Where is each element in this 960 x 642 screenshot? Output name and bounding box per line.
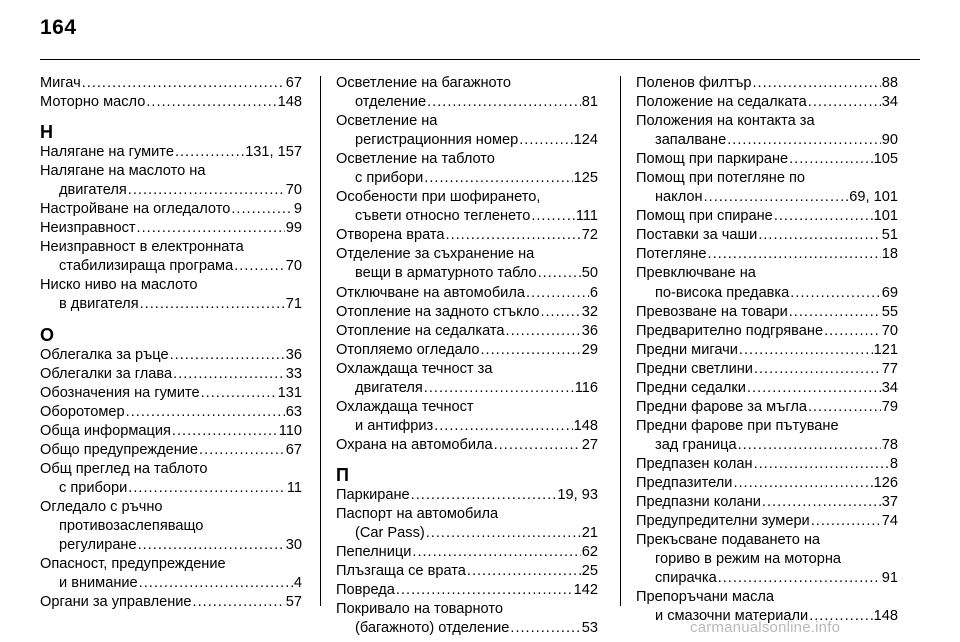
- entry-text: (багажното) отделение: [355, 620, 510, 637]
- entry-page-ref: 131, 157: [245, 144, 302, 161]
- index-entry: [40, 460, 302, 498]
- index-entry: [40, 162, 302, 200]
- entry-text: Ниско ниво на маслото: [40, 277, 198, 294]
- entry-text: отделение: [355, 94, 427, 111]
- entry-page-ref: 72: [581, 227, 598, 244]
- dot-leader: [434, 417, 572, 436]
- entry-text: Прекъсване подаването на: [636, 532, 821, 549]
- entry-text: Предупредителни зумери: [636, 513, 810, 530]
- entry-page-ref: 67: [285, 75, 302, 91]
- entry-text: и антифриз: [355, 417, 434, 434]
- dot-leader: [789, 150, 873, 169]
- entry-page-ref: 70: [285, 258, 302, 275]
- index-entry: [636, 93, 898, 112]
- index-entry: [40, 593, 302, 612]
- entry-text: с прибори: [59, 479, 128, 496]
- dot-leader: [774, 207, 873, 226]
- index-entry: [636, 493, 898, 512]
- index-entry: [336, 74, 598, 112]
- index-entry: [636, 112, 898, 150]
- dot-leader: [199, 441, 285, 460]
- entry-text: Паспорт на автомобила: [336, 505, 499, 522]
- index-entry: [336, 341, 598, 360]
- entry-page-ref: 148: [573, 417, 598, 434]
- entry-page-ref: 27: [581, 436, 598, 453]
- entry-text: Превозване на товари: [636, 303, 788, 320]
- entry-page-ref: 32: [581, 303, 598, 320]
- dot-leader: [128, 181, 285, 200]
- entry-text: Превключване на: [636, 265, 756, 282]
- index-entry: [636, 455, 898, 474]
- column-divider-2: [620, 76, 621, 606]
- entry-text: Покривало на товарното: [336, 601, 503, 618]
- entry-page-ref: 105: [873, 151, 898, 168]
- dot-leader: [139, 574, 293, 593]
- entry-page-ref: 70: [881, 322, 898, 339]
- entry-page-ref: 9: [293, 201, 302, 218]
- entry-page-ref: 57: [285, 594, 302, 611]
- entry-text: противозаслепяващо: [59, 517, 204, 534]
- index-entry: [636, 207, 898, 226]
- dot-leader: [758, 226, 880, 245]
- index-entry: [336, 112, 598, 150]
- page-number: 164: [40, 16, 77, 39]
- header-rule: [40, 59, 920, 60]
- entry-text: Поленов филтър: [636, 75, 752, 91]
- entry-page-ref: 148: [277, 94, 302, 111]
- index-entry: [636, 245, 898, 264]
- entry-text: запалване: [655, 132, 727, 149]
- index-entry: [636, 379, 898, 398]
- entry-text: Неизправност в електронната: [40, 239, 244, 256]
- dot-leader: [467, 562, 581, 581]
- dot-leader: [170, 346, 285, 365]
- entry-text: наклон: [655, 189, 703, 206]
- dot-leader: [426, 524, 581, 543]
- index-entry: [636, 303, 898, 322]
- entry-text: Облегалка за ръце: [40, 346, 169, 363]
- watermark: carmanualsonline.info: [690, 619, 841, 636]
- entry-page-ref: 33: [285, 365, 302, 382]
- index-column-2: [336, 74, 598, 638]
- dot-leader: [173, 365, 285, 384]
- dot-leader: [540, 303, 580, 322]
- index-entry: [40, 143, 302, 162]
- dot-leader: [538, 264, 581, 283]
- dot-leader: [747, 379, 881, 398]
- dot-leader: [718, 569, 881, 588]
- entry-text: Паркиране: [336, 486, 410, 503]
- index-entry: [336, 322, 598, 341]
- index-entry: [336, 562, 598, 581]
- index-entry: [636, 341, 898, 360]
- entry-text: Отключване на автомобила: [336, 284, 525, 301]
- entry-page-ref: 91: [881, 570, 898, 587]
- index-entry: [636, 226, 898, 245]
- index-entry: [636, 322, 898, 341]
- dot-leader: [531, 207, 575, 226]
- entry-text: и смазочни материали: [655, 608, 809, 625]
- entry-text: и внимание: [59, 575, 138, 592]
- entry-text: Предни мигачи: [636, 341, 738, 358]
- entry-text: Общ преглед на таблото: [40, 460, 208, 477]
- entry-text: с прибори: [355, 170, 424, 187]
- entry-page-ref: 74: [881, 513, 898, 530]
- dot-leader: [412, 543, 580, 562]
- entry-page-ref: 37: [881, 494, 898, 511]
- entry-text: Помощ при потегляне по: [636, 170, 806, 187]
- entry-text: Налягане на маслото на: [40, 163, 206, 180]
- entry-text: Моторно масло: [40, 94, 146, 111]
- column-divider-1: [320, 76, 321, 606]
- entry-page-ref: 25: [581, 563, 598, 580]
- index-entry: [336, 226, 598, 245]
- entry-text: Предпазни колани: [636, 494, 761, 511]
- entry-page-ref: 111: [575, 208, 598, 225]
- dot-leader: [753, 74, 881, 93]
- entry-text: Осветление на: [336, 113, 438, 130]
- entry-text: Мигач: [40, 75, 81, 91]
- index-entry: [40, 200, 302, 219]
- dot-leader: [424, 169, 572, 188]
- entry-text: Предпазители: [636, 474, 733, 491]
- entry-text: Плъзгаща се врата: [336, 563, 466, 580]
- entry-text: по-висока предавка: [655, 284, 790, 301]
- dot-leader: [727, 131, 881, 150]
- entry-page-ref: 71: [285, 296, 302, 313]
- entry-text: Особености при шофирането,: [336, 189, 541, 206]
- entry-text: двигателя: [355, 379, 423, 396]
- index-entry: [336, 436, 598, 455]
- entry-text: Обозначения на гумите: [40, 384, 200, 401]
- index-entry: [336, 284, 598, 303]
- index-entry: [40, 365, 302, 384]
- index-entry: [40, 93, 302, 112]
- index-column-3: [636, 74, 898, 626]
- dot-leader: [526, 284, 589, 303]
- dot-leader: [494, 436, 581, 455]
- entry-page-ref: 125: [573, 170, 598, 187]
- entry-text: Настройване на огледалото: [40, 201, 231, 218]
- entry-text: в двигателя: [59, 296, 139, 313]
- dot-leader: [396, 581, 573, 600]
- index-entry: [40, 238, 302, 276]
- entry-text: Препоръчани масла: [636, 589, 775, 606]
- entry-page-ref: 126: [873, 474, 898, 491]
- entry-page-ref: 36: [581, 322, 598, 339]
- index-column-1: [40, 74, 302, 612]
- dot-leader: [789, 303, 881, 322]
- entry-page-ref: 77: [881, 360, 898, 377]
- index-letter-heading: Н: [40, 122, 53, 143]
- entry-text: спирачка: [655, 570, 717, 587]
- entry-page-ref: 81: [581, 94, 598, 111]
- entry-page-ref: 69: [881, 284, 898, 301]
- index-entry: [336, 505, 598, 543]
- entry-text: Отделение за съхранение на: [336, 246, 535, 263]
- entry-text: Помощ при паркиране: [636, 151, 789, 168]
- entry-text: Предпазен колан: [636, 455, 753, 472]
- dot-leader: [738, 436, 881, 455]
- index-entry: [336, 543, 598, 562]
- entry-text: Предни седалки: [636, 379, 746, 396]
- dot-leader: [510, 619, 580, 638]
- entry-page-ref: 131: [277, 384, 302, 401]
- entry-page-ref: 21: [581, 525, 598, 542]
- entry-text: Положения на контакта за: [636, 113, 815, 130]
- index-entry: [636, 474, 898, 493]
- entry-page-ref: 88: [881, 75, 898, 91]
- entry-text: Осветление на таблото: [336, 151, 495, 168]
- entry-page-ref: 6: [589, 284, 598, 301]
- entry-text: зад граница: [655, 436, 737, 453]
- entry-text: Охлаждаща течност за: [336, 360, 493, 377]
- entry-text: Пепелници: [336, 544, 412, 561]
- entry-text: Огледало с ръчно: [40, 498, 163, 515]
- entry-page-ref: 101: [873, 208, 898, 225]
- entry-text: Охрана на автомобила: [336, 436, 493, 453]
- entry-text: Потегляне: [636, 246, 707, 263]
- entry-page-ref: 51: [881, 227, 898, 244]
- entry-page-ref: 124: [573, 132, 598, 149]
- entry-text: вещи в арматурното табло: [355, 265, 537, 282]
- entry-page-ref: 53: [581, 620, 598, 637]
- entry-text: регулиране: [59, 536, 137, 553]
- entry-text: двигателя: [59, 182, 127, 199]
- entry-page-ref: 79: [881, 398, 898, 415]
- index-entry: [636, 360, 898, 379]
- index-entry: [40, 441, 302, 460]
- index-entry: [636, 74, 898, 93]
- entry-text: Облегалки за глава: [40, 365, 173, 382]
- entry-text: Предни фарове при пътуване: [636, 417, 839, 434]
- entry-page-ref: 34: [881, 379, 898, 396]
- index-entry: [40, 498, 302, 555]
- entry-text: Поставки за чаши: [636, 227, 758, 244]
- index-entry: [40, 384, 302, 403]
- dot-leader: [411, 486, 557, 505]
- entry-text: съвети относно тегленето: [355, 208, 531, 225]
- dot-leader: [193, 593, 285, 612]
- index-entry: [636, 398, 898, 417]
- entry-page-ref: 4: [293, 575, 302, 592]
- index-entry: [636, 169, 898, 207]
- entry-page-ref: 63: [285, 403, 302, 420]
- entry-page-ref: 34: [881, 94, 898, 111]
- entry-text: Отопляемо огледало: [336, 341, 480, 358]
- index-entry: [336, 600, 598, 638]
- entry-text: Неизправност: [40, 220, 136, 237]
- dot-leader: [808, 398, 881, 417]
- dot-leader: [137, 219, 285, 238]
- dot-leader: [733, 474, 872, 493]
- dot-leader: [790, 284, 881, 303]
- entry-page-ref: 148: [873, 608, 898, 625]
- entry-page-ref: 50: [581, 265, 598, 282]
- entry-page-ref: 55: [881, 303, 898, 320]
- entry-page-ref: 99: [285, 220, 302, 237]
- dot-leader: [739, 341, 873, 360]
- dot-leader: [446, 226, 581, 245]
- index-entry: [336, 245, 598, 283]
- entry-text: Предни фарове за мъгла: [636, 398, 807, 415]
- entry-text: Предварително подгряване: [636, 322, 824, 339]
- entry-text: Предни светлини: [636, 360, 753, 377]
- entry-page-ref: 19, 93: [557, 486, 598, 503]
- entry-text: Оборотомер: [40, 403, 125, 420]
- entry-text: регистрационния номер: [355, 132, 519, 149]
- dot-leader: [82, 74, 285, 93]
- dot-leader: [824, 322, 881, 341]
- dot-leader: [708, 245, 881, 264]
- entry-page-ref: 110: [278, 422, 302, 439]
- entry-text: Опасност, предупреждение: [40, 556, 226, 573]
- entry-text: Повреда: [336, 582, 395, 599]
- index-entry: [336, 486, 598, 505]
- index-entry: [336, 581, 598, 600]
- entry-text: Отворена врата: [336, 227, 445, 244]
- index-entry: [636, 512, 898, 531]
- entry-text: (Car Pass): [355, 525, 425, 542]
- index-entry: [636, 417, 898, 455]
- entry-page-ref: 30: [285, 536, 302, 553]
- index-entry: [40, 219, 302, 238]
- dot-leader: [128, 479, 286, 498]
- dot-leader: [231, 200, 293, 219]
- dot-leader: [754, 455, 889, 474]
- entry-text: Налягане на гумите: [40, 144, 174, 161]
- index-entry: [40, 346, 302, 365]
- index-entry: [40, 422, 302, 441]
- dot-leader: [126, 403, 285, 422]
- index-entry: [336, 360, 598, 398]
- entry-text: Помощ при спиране: [636, 208, 773, 225]
- dot-leader: [427, 93, 581, 112]
- entry-text: Органи за управление: [40, 594, 192, 611]
- entry-text: Положение на седалката: [636, 94, 807, 111]
- dot-leader: [424, 379, 574, 398]
- dot-leader: [506, 322, 581, 341]
- entry-page-ref: 11: [286, 479, 302, 496]
- dot-leader: [140, 295, 285, 314]
- index-entry: [40, 74, 302, 93]
- dot-leader: [762, 493, 881, 512]
- dot-leader: [234, 257, 285, 276]
- entry-page-ref: 70: [285, 182, 302, 199]
- entry-text: гориво в режим на моторна: [655, 551, 842, 568]
- entry-text: Общо предупреждение: [40, 441, 199, 458]
- entry-text: Охлаждаща течност: [336, 398, 474, 415]
- index-letter-heading: О: [40, 324, 55, 345]
- index-entry: [336, 188, 598, 226]
- index-entry: [636, 264, 898, 302]
- entry-page-ref: 69, 101: [849, 189, 898, 206]
- index-entry: [636, 531, 898, 588]
- index-entry: [40, 403, 302, 422]
- entry-text: стабилизираща програма: [59, 258, 234, 275]
- dot-leader: [138, 536, 285, 555]
- entry-page-ref: 142: [573, 582, 598, 599]
- index-entry: [336, 303, 598, 322]
- dot-leader: [808, 93, 881, 112]
- entry-page-ref: 29: [581, 341, 598, 358]
- entry-page-ref: 78: [881, 436, 898, 453]
- entry-text: Обща информация: [40, 422, 171, 439]
- entry-page-ref: 121: [873, 341, 898, 358]
- dot-leader: [172, 422, 278, 441]
- dot-leader: [519, 131, 572, 150]
- dot-leader: [481, 341, 581, 360]
- dot-leader: [175, 143, 244, 162]
- entry-text: Осветление на багажното: [336, 75, 511, 91]
- index-entry: [40, 555, 302, 593]
- dot-leader: [201, 384, 277, 403]
- entry-page-ref: 8: [889, 455, 898, 472]
- index-entry: [40, 276, 302, 314]
- dot-leader: [146, 93, 276, 112]
- entry-text: Отопление на задното стъкло: [336, 303, 540, 320]
- entry-page-ref: 18: [881, 246, 898, 263]
- index-entry: [336, 398, 598, 436]
- index-letter-heading: П: [336, 464, 349, 485]
- entry-page-ref: 116: [574, 379, 598, 396]
- index-entry: [336, 150, 598, 188]
- entry-page-ref: 67: [285, 441, 302, 458]
- entry-page-ref: 36: [285, 346, 302, 363]
- entry-page-ref: 90: [881, 132, 898, 149]
- dot-leader: [811, 512, 881, 531]
- dot-leader: [754, 360, 881, 379]
- entry-page-ref: 62: [581, 544, 598, 561]
- index-entry: [636, 150, 898, 169]
- entry-text: Отопление на седалката: [336, 322, 505, 339]
- dot-leader: [704, 188, 849, 207]
